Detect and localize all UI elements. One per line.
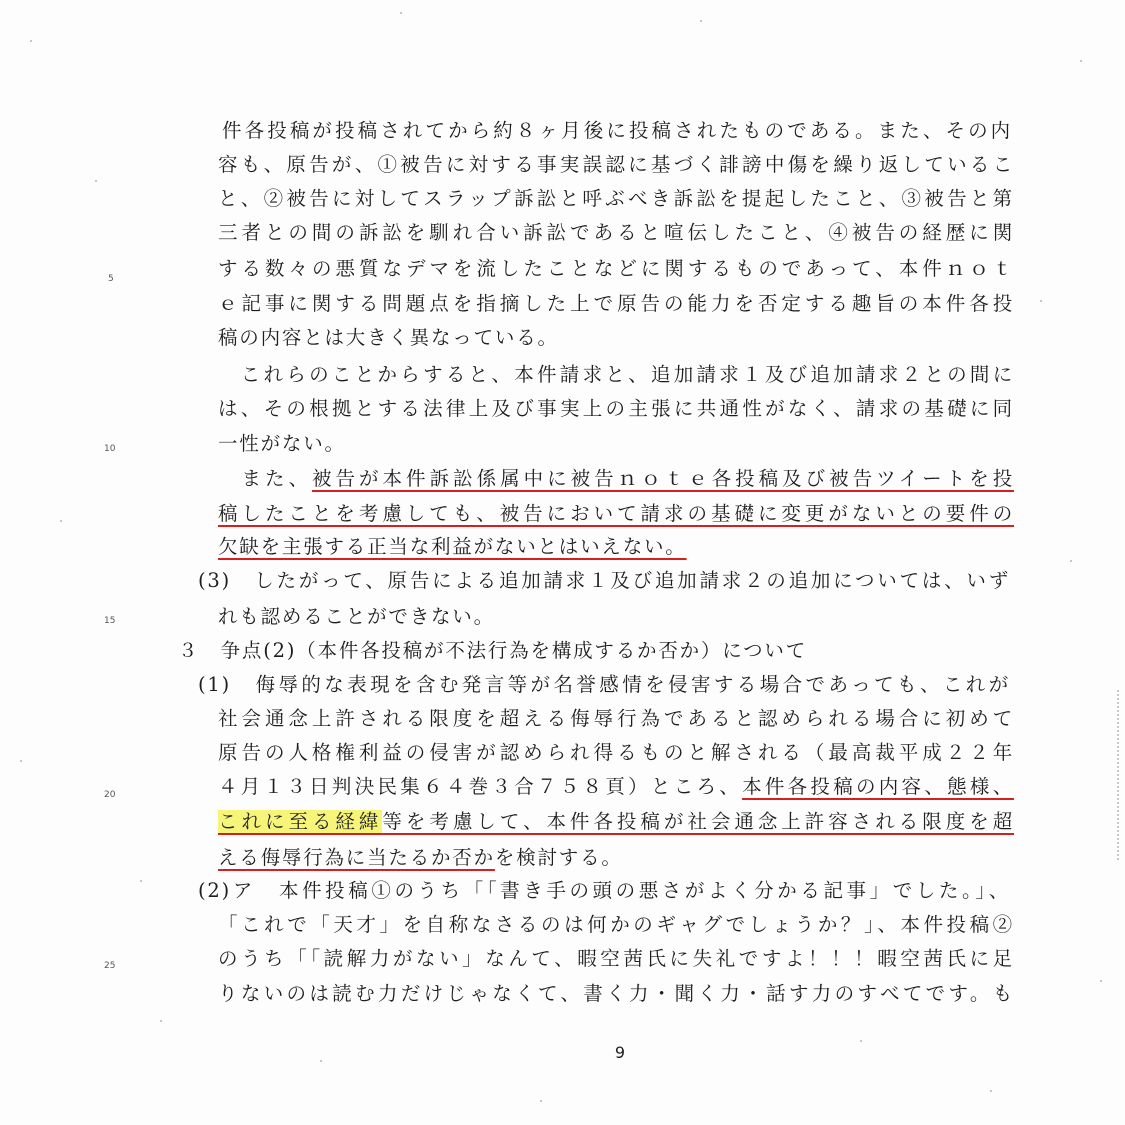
text-line xyxy=(218,740,1014,766)
scan-speck xyxy=(1100,980,1102,982)
text-segment: する数々の悪質なデマを流したことなどに関するものであって、本件ｎｏｔ xyxy=(218,257,1014,280)
highlighted-text: これに至る経緯 xyxy=(218,810,383,833)
scan-speck xyxy=(540,1100,542,1102)
text-segment: は、その根拠とする法律上及び事実上の主張に共通性がなく、請求の基礎に同 xyxy=(218,397,1014,420)
scan-speck xyxy=(30,40,32,42)
text-line xyxy=(218,809,1014,835)
text-line xyxy=(218,912,1014,938)
text-segment: (2)ア 本件投稿①のうち「「書き手の頭の悪さがよく分かる記事」でした。」、 xyxy=(198,879,1010,902)
text-line xyxy=(218,256,1014,282)
text-line xyxy=(218,396,1014,422)
text-line xyxy=(218,431,346,457)
text-segment: 三者との間の訴訟を馴れ合い訴訟であると喧伝したこと、④被告の経歴に関 xyxy=(218,221,1014,244)
text-segment: れも認めることができない。 xyxy=(218,605,495,628)
scan-speck xyxy=(1080,60,1082,62)
line-number-20: 20 xyxy=(104,790,116,800)
text-line xyxy=(218,466,1014,492)
text-segment: (1) 侮辱的な表現を含む発言等が名誉感情を侵害する場合であっても、これが xyxy=(198,673,1010,696)
line-number-10: 10 xyxy=(104,444,116,454)
text-segment: ４月１３日判決民集６４巻３合７５８頁）ところ、 xyxy=(218,775,743,798)
underlined-text: 本件各投稿の内容、態様、 xyxy=(742,775,1014,798)
line-number-5: 5 xyxy=(108,274,114,284)
text-line xyxy=(218,501,1014,527)
text-line xyxy=(218,291,1014,317)
text-segment: 容も、原告が、①被告に対する事実誤認に基づく誹謗中傷を繰り返しているこ xyxy=(218,153,1014,176)
text-line xyxy=(218,325,559,351)
scan-speck xyxy=(160,1020,162,1022)
text-segment: (3) したがって、原告による追加請求１及び追加請求２の追加については、いず xyxy=(198,569,1010,592)
text-segment: りないのは読む力だけじゃなくて、書く力・聞く力・話す力のすべてです。も xyxy=(218,982,1014,1005)
text-line xyxy=(218,981,1014,1007)
scan-speck xyxy=(700,20,702,22)
scan-speck xyxy=(860,1040,862,1042)
underlined-text: 等を考慮して、本件各投稿が社会通念上許容される限度を超 xyxy=(382,810,1014,833)
text-line xyxy=(218,220,1014,246)
scan-speck xyxy=(1070,560,1072,562)
text-segment: のうち「「読解力がない」なんて、暇空茜氏に失礼ですよ！！！暇空茜氏に足 xyxy=(218,947,1014,970)
underlined-text: 稿したことを考慮しても、被告において請求の基礎に変更がないとの要件の xyxy=(218,502,1014,525)
text-segment: ３ 争点(2)（本件各投稿が不法行為を構成するか否か）について xyxy=(178,639,808,662)
text-line xyxy=(218,845,623,871)
line-number-25: 25 xyxy=(104,961,116,971)
line-number-15: 15 xyxy=(104,616,116,626)
text-segment: ｅ記事に関する問題点を指摘した上で原告の能力を否定する趣旨の本件各投 xyxy=(218,292,1014,315)
text-line xyxy=(218,152,1014,178)
text-line xyxy=(178,638,807,664)
scan-edge-mark xyxy=(1117,690,1121,860)
scan-speck xyxy=(400,12,402,14)
underlined-text: える侮辱行為に当たるか否か xyxy=(218,846,495,869)
text-segment: 「これで「天才」を自称なさるのは何かのギャグでしょうか？」、本件投稿② xyxy=(218,913,1014,936)
underlined-text: 欠缺を主張する正当な利益がないとはいえない。 xyxy=(218,535,687,558)
page-number: 9 xyxy=(614,1043,626,1062)
scan-speck xyxy=(990,1090,992,1092)
scan-speck xyxy=(140,880,142,882)
text-segment: 件各投稿が投稿されてから約８ヶ月後に投稿されたものである。また、その内 xyxy=(222,119,1012,142)
text-line xyxy=(218,774,1014,800)
text-segment: また、 xyxy=(218,467,313,490)
text-line xyxy=(222,118,1012,144)
text-segment: を検討する。 xyxy=(494,846,623,869)
text-segment: 稿の内容とは大きく異なっている。 xyxy=(218,326,559,349)
text-line xyxy=(218,186,1014,212)
text-line xyxy=(218,362,1014,388)
text-line xyxy=(218,946,1014,972)
scan-speck xyxy=(95,180,97,182)
text-line xyxy=(198,878,1010,904)
text-line xyxy=(198,672,1010,698)
text-segment: と、②被告に対してスラップ訴訟と呼ぶべき訴訟を提起したこと、③被告と第 xyxy=(218,187,1014,210)
text-segment: 原告の人格権利益の侵害が認められ得るものと解される（最高裁平成２２年 xyxy=(218,741,1014,764)
text-line xyxy=(218,604,495,630)
text-line xyxy=(198,568,1010,594)
text-segment: これらのことからすると、本件請求と、追加請求１及び追加請求２との間に xyxy=(218,363,1015,386)
scan-speck xyxy=(1040,300,1042,302)
text-line xyxy=(218,534,687,560)
text-segment: 社会通念上許される限度を超える侮辱行為であると認められる場合に初めて xyxy=(218,707,1014,730)
text-segment: 一性がない。 xyxy=(218,432,346,455)
scan-speck xyxy=(320,1060,322,1062)
text-line xyxy=(218,706,1014,732)
scan-speck xyxy=(20,760,22,762)
underlined-text: 被告が本件訴訟係属中に被告ｎｏｔｅ各投稿及び被告ツイートを投 xyxy=(312,467,1015,490)
scan-speck xyxy=(60,520,62,522)
